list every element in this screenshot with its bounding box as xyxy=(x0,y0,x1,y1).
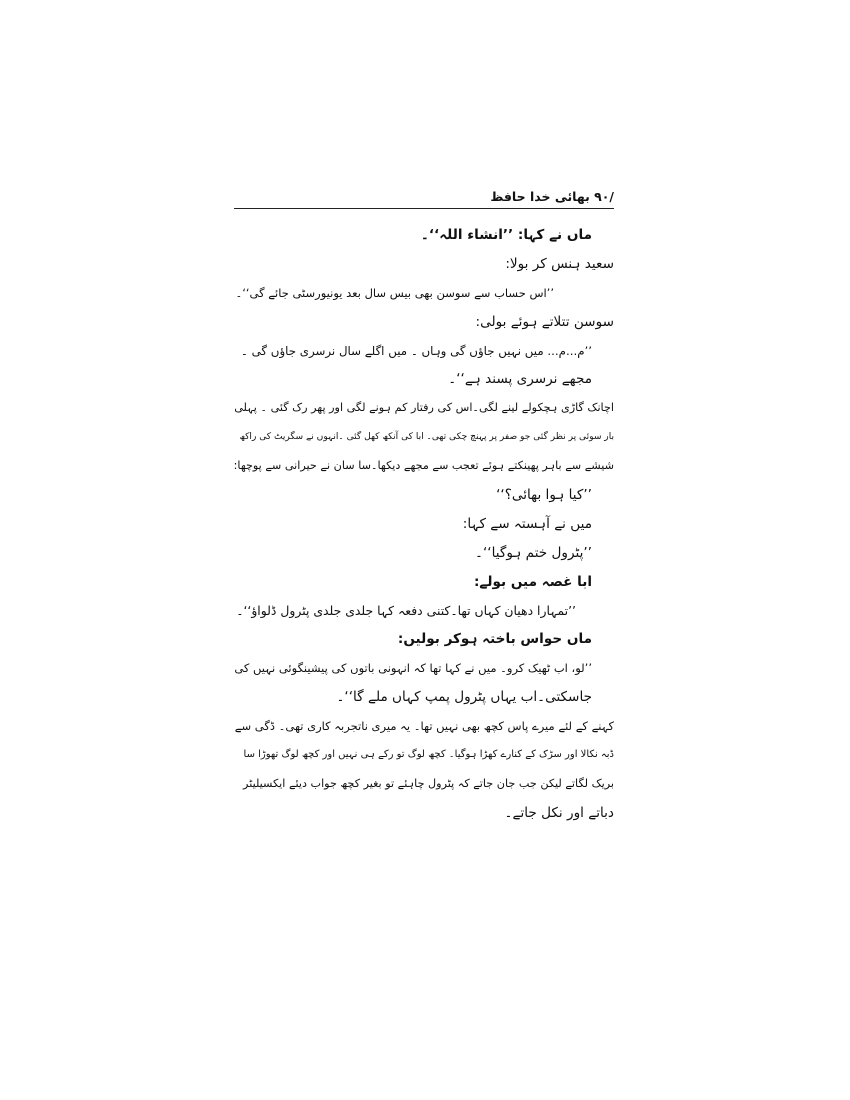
text-line: ’’تمہارا دھیان کہاں تھا۔کتنی دفعہ کہا جلدی جلدی پٹرول ڈلواؤ‘‘۔ xyxy=(236,602,576,618)
text-line: ڈبہ نکالا اور سڑک کے کنارے کھڑا ہوگیا۔ کچھ لوگ تو رکے ہی نہیں اور کچھ لوگ تھوڑا سا xyxy=(243,749,614,761)
book-page xyxy=(234,186,614,828)
text-line: بار سوئی پر نظر گئی جو صفر پر پہنچ چکی تھی۔ ابا کی آنکھ کھل گئی ۔انہوں نے سگریٹ کی راکھ xyxy=(239,432,614,443)
text-line: اچانک گاڑی ہچکولے لینے لگی۔اس کی رفتار کم ہونے لگی اور پھر رک گئی ۔ پہلی xyxy=(234,401,614,415)
text-line: جاسکتی۔اب یہاں پٹرول پمپ کہاں ملے گا‘‘۔ xyxy=(336,689,592,706)
text-line: شیشے سے باہر پھینکتے ہوئے تعجب سے مجھے دیکھا۔سا سان نے حیرانی سے پوچھا: xyxy=(233,459,614,473)
text-line: ابا غصہ میں بولے: xyxy=(473,573,592,590)
text-line: میں نے آہستہ سے کہا: xyxy=(462,515,592,532)
text-line: ’’لو، اب ٹھیک کرو۔ میں نے کہا تھا کہ انہونی باتوں کی پیشینگوئی نہیں کی xyxy=(234,661,592,676)
running-header xyxy=(234,186,614,209)
text-line: ’’م...م... میں نہیں جاؤں گی وہاں ۔ میں اگلے سال نرسری جاؤں گی ۔ xyxy=(240,343,592,358)
text-line: بریک لگاتے لیکن جب جان جاتے کہ پٹرول چاہئے تو بغیر کچھ جواب دیئے ایکسیلیٹر xyxy=(243,776,614,790)
text-line: مجھے نرسری پسند ہے‘‘۔ xyxy=(448,371,592,388)
text-line: کہنے کے لئے میرے پاس کچھ بھی نہیں تھا۔ یہ میری ناتجربہ کاری تھی۔ ڈگی سے xyxy=(234,719,614,734)
text-line: ماں نے کہا: ’’انشاء اللہ‘‘۔ xyxy=(420,227,592,243)
page-body xyxy=(234,209,614,828)
text-line: ’’پٹرول ختم ہوگیا‘‘۔ xyxy=(475,544,592,561)
text-line: سعید ہنس کر بولا: xyxy=(505,255,614,272)
text-line: ’’کیا ہوا بھائی؟‘‘ xyxy=(496,487,592,504)
text-line: سوسن تتلاتے ہوئے بولی: xyxy=(475,313,614,330)
text-line: دباتے اور نکل جاتے۔ xyxy=(504,804,614,821)
running-head-text: /۹۰ بھائی خدا حافظ xyxy=(490,189,614,204)
text-line: ماں حواس باختہ ہوکر بولیں: xyxy=(397,631,592,648)
text-line: ’’اس حساب سے سوسن بھی بیس سال بعد یونیورسٹی جائے گی‘‘۔ xyxy=(235,285,554,300)
